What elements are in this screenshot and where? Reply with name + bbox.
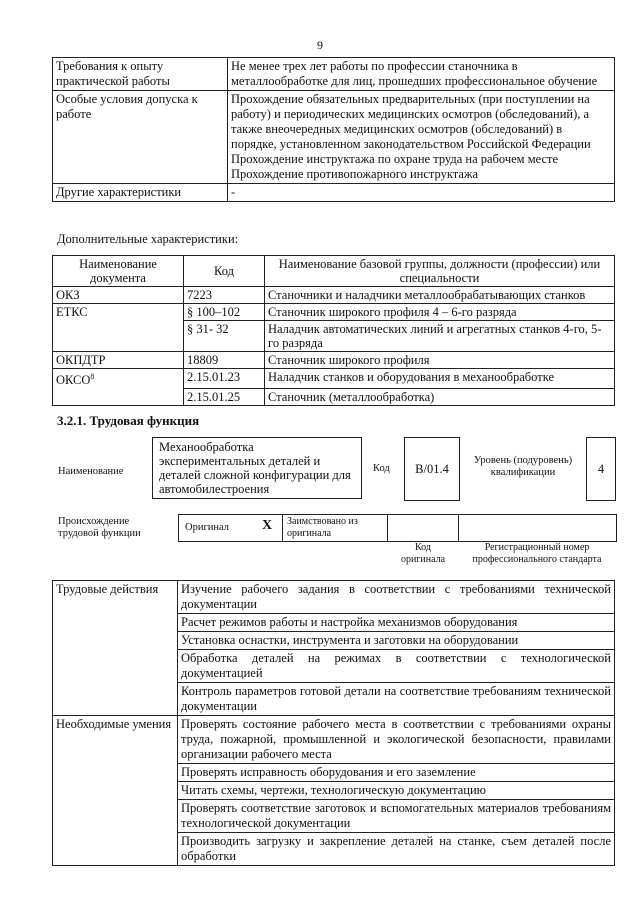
level-value: 4 bbox=[586, 437, 616, 501]
additional-title: Дополнительные характеристики: bbox=[57, 232, 239, 246]
original-label: Оригинал bbox=[185, 522, 229, 533]
code-original-label: Код оригинала bbox=[400, 542, 446, 565]
original-mark: X bbox=[262, 518, 273, 533]
row-label: Требования к опыту практической работы bbox=[53, 58, 228, 91]
row-label: Необходимые умения bbox=[53, 716, 178, 866]
name-cell: Станочник широкого профиля 4 – 6-го разряда bbox=[265, 304, 615, 321]
table-row bbox=[53, 184, 615, 202]
level-label: Уровень (подуровень) квалификации bbox=[473, 455, 573, 478]
name-cell: Наладчик автоматических линий и агрегатных станков 4-го, 5-го разряда bbox=[265, 321, 615, 352]
table-row bbox=[53, 581, 615, 614]
table-row bbox=[53, 58, 615, 91]
divider bbox=[282, 514, 283, 541]
row-value: Не менее трех лет работы по профессии станочника в металлообработке для лиц, прошедших профессиональное обучение bbox=[228, 58, 615, 91]
page-number: 9 bbox=[317, 38, 323, 52]
table-row bbox=[53, 321, 615, 352]
item-cell: Обработка деталей на режимах в соответствии с технологической документацией bbox=[178, 650, 615, 683]
doc-cell bbox=[53, 388, 184, 405]
code-value: B/01.4 bbox=[404, 437, 460, 501]
doc-cell: ОКЗ bbox=[53, 287, 184, 304]
code-cell: § 100–102 bbox=[184, 304, 265, 321]
item-cell: Установка оснастки, инструмента и заготовки на оборудовании bbox=[178, 632, 615, 650]
divider bbox=[387, 514, 388, 541]
name-cell: Станочники и наладчики металлообрабатывающих станков bbox=[265, 287, 615, 304]
item-cell: Расчет режимов работы и настройка механизмов оборудования bbox=[178, 614, 615, 632]
name-cell: Наладчик станков и оборудования в механообработке bbox=[265, 369, 615, 389]
doc-cell bbox=[53, 369, 184, 389]
table-row bbox=[53, 369, 615, 389]
row-label: Особые условия допуска к работе bbox=[53, 91, 228, 184]
divider bbox=[458, 514, 459, 541]
section-title: 3.2.1. Трудовая функция bbox=[57, 413, 200, 428]
header-name: Наименование базовой группы, должности (профессии) или специальности bbox=[265, 256, 615, 287]
table-row bbox=[53, 91, 615, 184]
function-name: Механообработка экспериментальных деталей и деталей сложной конфигурации для автомобилестроения bbox=[152, 437, 362, 499]
classification-table bbox=[52, 255, 615, 406]
header-code: Код bbox=[184, 256, 265, 287]
item-cell: Изучение рабочего задания в соответствии с требованиями технической документации bbox=[178, 581, 615, 614]
name-cell: Станочник (металлообработка) bbox=[265, 388, 615, 405]
table-header-row bbox=[53, 256, 615, 287]
code-label: Код bbox=[373, 463, 390, 474]
origin-box bbox=[178, 514, 617, 542]
doc-cell bbox=[53, 321, 184, 352]
name-cell: Станочник широкого профиля bbox=[265, 352, 615, 369]
item-cell: Контроль параметров готовой детали на соответствие требованиям технической документации bbox=[178, 683, 615, 716]
value-line: Прохождение инструктажа по охране труда на рабочем месте bbox=[231, 152, 559, 166]
doc-cell: ОКПДТР bbox=[53, 352, 184, 369]
item-cell: Проверять исправность оборудования и его заземление bbox=[178, 764, 615, 782]
item-cell: Проверять соответствие заготовок и вспомогательных материалов требованиям технологической документации bbox=[178, 800, 615, 833]
code-cell: 2.15.01.23 bbox=[184, 369, 265, 389]
table-row bbox=[53, 304, 615, 321]
code-cell: 18809 bbox=[184, 352, 265, 369]
footnote-mark: 8 bbox=[90, 372, 95, 381]
doc-text: ОКСО bbox=[56, 373, 91, 388]
table-row bbox=[53, 352, 615, 369]
reg-number-label: Регистрационный номер профессионального стандарта bbox=[472, 542, 602, 565]
row-label: Другие характеристики bbox=[53, 184, 228, 202]
value-line: Прохождение обязательных предварительных (при поступлении на работу) и периодических медицинских осмотров (обследований), а также внеочередных медицинских осмотров (обследований) в порядке, установленном законодательством Российской Федерации bbox=[231, 92, 591, 151]
value-line: Прохождение противопожарного инструктажа bbox=[231, 167, 479, 181]
header-doc: Наименование документа bbox=[53, 256, 184, 287]
row-value bbox=[228, 91, 615, 184]
row-value: - bbox=[228, 184, 615, 202]
item-cell: Производить загрузку и закрепление деталей на станке, съем деталей после обработки bbox=[178, 833, 615, 866]
labor-actions-table bbox=[52, 580, 615, 866]
borrowed-label: Заимствовано из оригинала bbox=[287, 516, 358, 539]
code-cell: 7223 bbox=[184, 287, 265, 304]
row-label: Трудовые действия bbox=[53, 581, 178, 716]
item-cell: Читать схемы, чертежи, технологическую документацию bbox=[178, 782, 615, 800]
table-row bbox=[53, 287, 615, 304]
doc-cell: ЕТКС bbox=[53, 304, 184, 321]
table-row bbox=[53, 716, 615, 764]
requirements-table bbox=[52, 57, 615, 202]
table-row bbox=[53, 388, 615, 405]
name-label: Наименование bbox=[58, 466, 124, 477]
origin-label: Происхождение трудовой функции bbox=[58, 516, 141, 539]
item-cell: Проверять состояние рабочего места в соответствии с требованиями охраны труда, пожарной, промышленной и экологической безопасности, правилами организации рабочего места bbox=[178, 716, 615, 764]
code-cell: § 31- 32 bbox=[184, 321, 265, 352]
code-cell: 2.15.01.25 bbox=[184, 388, 265, 405]
